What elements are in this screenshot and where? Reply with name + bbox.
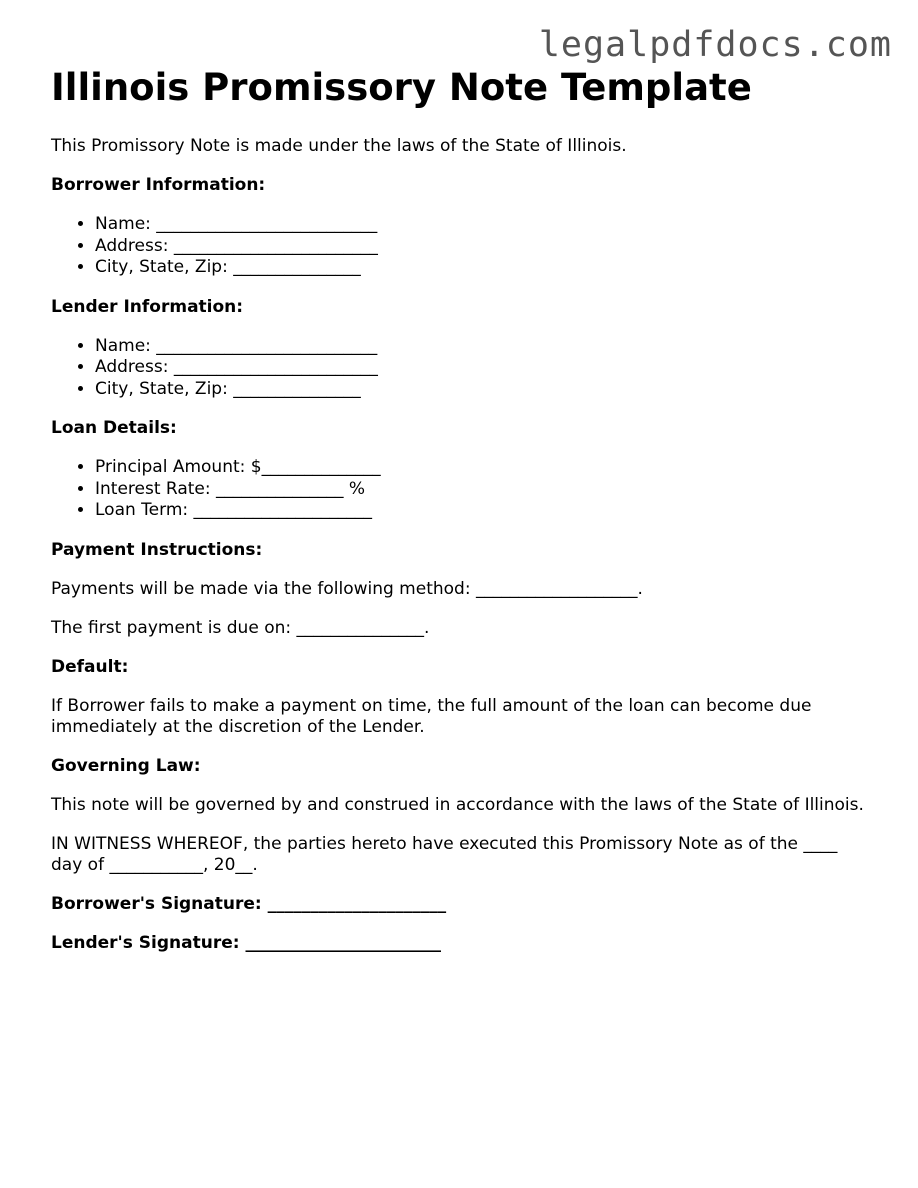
borrower-list: [51, 214, 871, 279]
lender-signature-line: Lender's Signature: _______________________: [51, 932, 441, 953]
intro-text: This Promissory Note is made under the laws of the State of Illinois.: [51, 136, 627, 156]
lender-list: [51, 336, 871, 401]
loan-term-field: • Loan Term: _____________________: [95, 500, 871, 522]
lender-city-field: • City, State, Zip: _______________: [95, 379, 871, 401]
borrower-address-field: • Address: ________________________: [95, 236, 871, 258]
default-text: If Borrower fails to make a payment on time, the full amount of the loan can become due immediately at the discretion of the Lender.: [51, 695, 812, 737]
lender-heading: Lender Information:: [51, 296, 244, 317]
document-title: Illinois Promissory Note Template: [51, 66, 752, 109]
witness-text: IN WITNESS WHEREOF, the parties hereto have executed this Promissory Note as of the ____ day of ___________, 20__.: [51, 833, 838, 875]
loan-list: [51, 457, 871, 522]
borrower-city-field: • City, State, Zip: _______________: [95, 257, 871, 279]
document-body: [51, 66, 871, 972]
lender-name-field: • Name: __________________________: [95, 336, 871, 358]
borrower-signature-line: Borrower's Signature: _____________________: [51, 893, 447, 914]
payment-method-text: Payments will be made via the following method: ___________________.: [51, 578, 643, 599]
borrower-name-field: • Name: __________________________: [95, 214, 871, 236]
watermark: legalpdfdocs.com: [538, 25, 892, 65]
payment-heading: Payment Instructions:: [51, 539, 263, 560]
governing-law-heading: Governing Law:: [51, 755, 201, 776]
principal-amount-field: • Principal Amount: $______________: [95, 457, 871, 479]
default-heading: Default:: [51, 656, 129, 677]
borrower-heading: Borrower Information:: [51, 175, 266, 195]
loan-heading: Loan Details:: [51, 418, 177, 438]
first-payment-text: The first payment is due on: _______________.: [51, 617, 430, 638]
lender-address-field: • Address: ________________________: [95, 357, 871, 379]
interest-rate-field: • Interest Rate: _______________ %: [95, 479, 871, 501]
governing-law-text: This note will be governed by and construed in accordance with the laws of the State of Illinois.: [51, 794, 864, 815]
